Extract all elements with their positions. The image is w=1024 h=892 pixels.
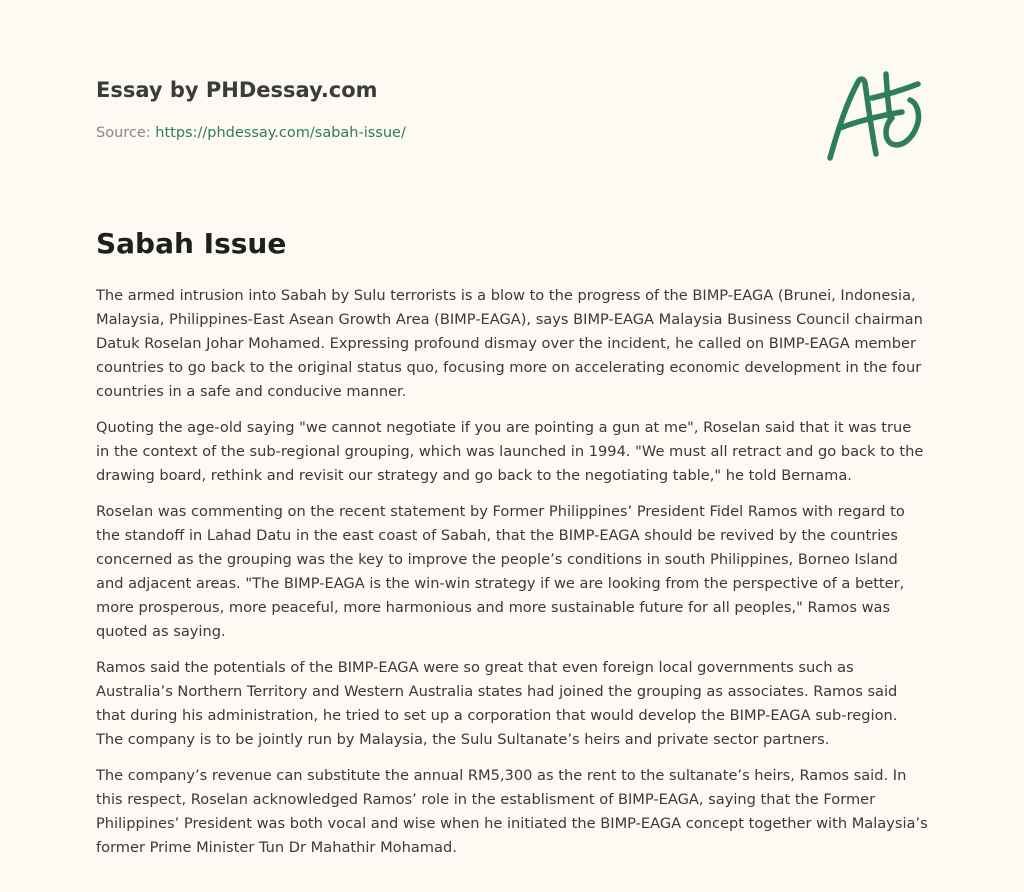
page-header [96, 0, 928, 200]
brand-title: Essay by PHDessay.com [96, 78, 378, 102]
essay-page [96, 0, 928, 856]
source-line [96, 123, 406, 143]
source-link[interactable]: https://phdessay.com/sabah-issue/ [155, 125, 406, 141]
article-paragraph: Quoting the age-old saying "we cannot negotiate if you are pointing a gun at me", Roselan said that it was true in the context of the sub-regional grouping, which was launched in 1994. "We must all retract and go back to the drawing board, rethink and revisit our strategy and go back to the negotiating table," he told Bernama. [96, 419, 924, 484]
a-plus-logo-icon [824, 68, 924, 164]
article-paragraph: The company’s revenue can substitute the annual RM5,300 as the rent to the sultanate’s heirs, Ramos said. In this respect, Roselan acknowledged Ramos’ role in the establisment of BIMP-EAGA, saying that the Former Philippines’ President was both vocal and wise when he initiated the BIMP-EAGA concept together with Malaysia’s former Prime Minister Tun Dr Mahathir Mohamad. [96, 767, 928, 856]
article-body [96, 284, 928, 872]
article-paragraph: The armed intrusion into Sabah by Sulu terrorists is a blow to the progress of the BIMP-EAGA (Brunei, Indonesia, Malaysia, Philippines-East Asean Growth Area (BIMP-EAGA), says BIMP-EAGA Malaysia Business Council chairman Datuk Roselan Johar Mohamed. Expressing profound dismay over the incident, he called on BIMP-EAGA member countries to go back to the original status quo, focusing more on accelerating economic development in the four countries in a safe and conducive manner. [96, 287, 923, 400]
source-label: Source: [96, 125, 156, 141]
article-paragraph: Roselan was commenting on the recent statement by Former Philippines’ President Fidel Ramos with regard to the standoff in Lahad Datu in the east coast of Sabah, that the BIMP-EAGA should be revived by the countries concerned as the grouping was the key to improve the people’s conditions in south Philippines, Borneo Island and adjacent areas. "The BIMP-EAGA is the win-win strategy if we are looking from the perspective of a better, more prosperous, more peaceful, more harmonious and more sustainable future for all peoples," Ramos was quoted as saying. [96, 503, 905, 640]
page-title: Sabah Issue [96, 227, 287, 260]
article-paragraph: Ramos said the potentials of the BIMP-EAGA were so great that even foreign local governments such as Australia’s Northern Territory and Western Australia states had joined the grouping as associates. Ramos said that during his administration, he tried to set up a corporation that would develop the BIMP-EAGA sub-region. The company is to be jointly run by Malaysia, the Sulu Sultanate’s heirs and private sector partners. [96, 659, 898, 748]
